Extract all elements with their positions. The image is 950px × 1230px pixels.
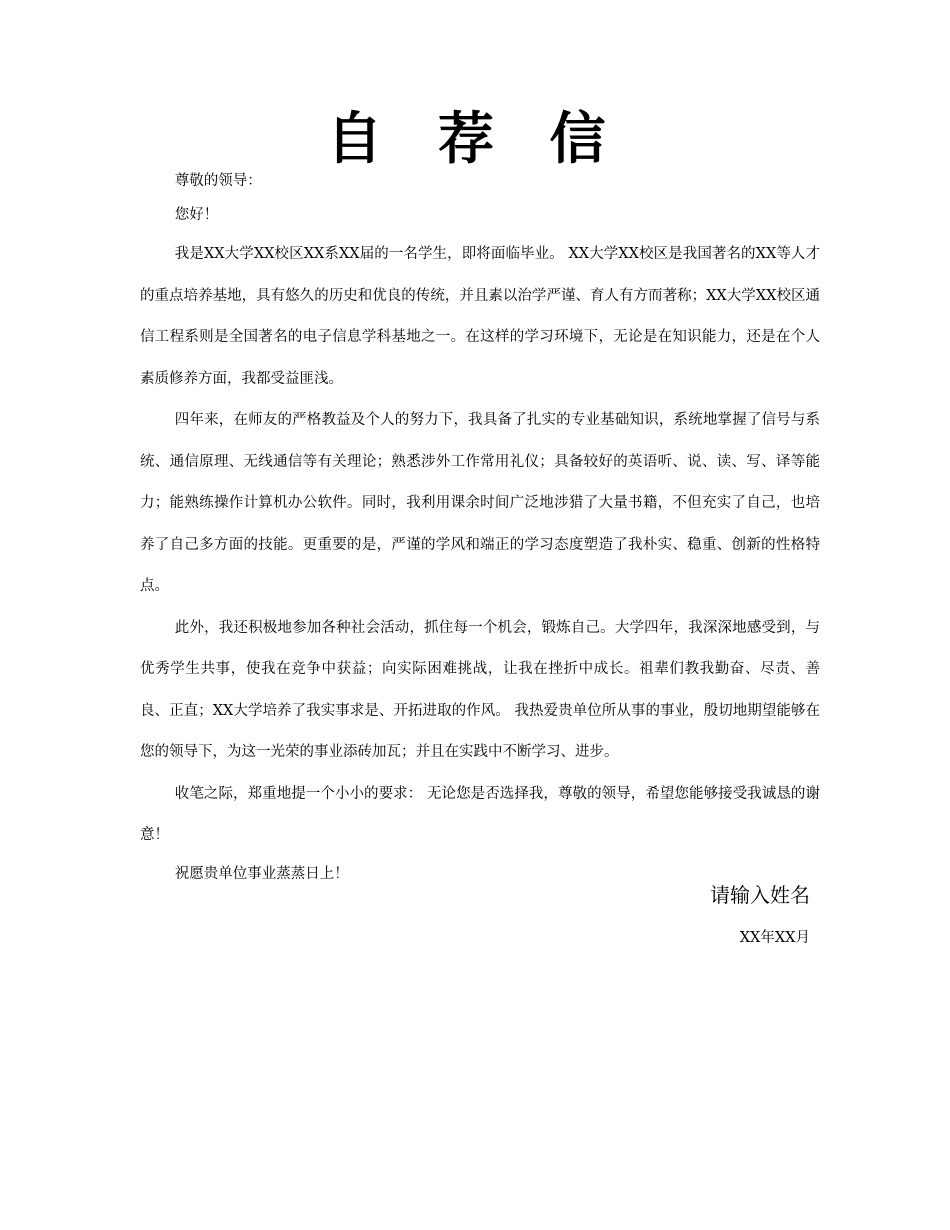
letter-body xyxy=(140,168,820,888)
paragraph-2: 四年来，在师友的严格教益及个人的努力下，我具备了扎实的专业基础知识，系统地掌握了信号与系统、通信原理、无线通信等有关理论；熟悉涉外工作常用礼仪；具备较好的英语听、说、读、写、译等能力；能熟练操作计算机办公软件。同时，我利用课余时间广泛地涉猎了大量书籍，不但充实了自己，也培养了自己多方面的技能。更重要的是，严谨的学风和端正的学习态度塑造了我朴实、稳重、创新的性格特点。 xyxy=(140,412,820,594)
signature-name[interactable]: 请输入姓名 xyxy=(710,883,810,907)
greeting: 您好！ xyxy=(174,207,219,223)
closing-wish: 祝愿贵单位事业蒸蒸日上！ xyxy=(174,865,349,882)
paragraph-4: 收笔之际，郑重地提一个小小的要求： 无论您是否选择我，尊敬的领导，希望您能够接受我诚恳的谢意！ xyxy=(140,785,820,843)
letter-title: 自 荐 信 xyxy=(326,107,624,172)
paragraph-1: 我是XX大学XX校区XX系XX届的一名学生，即将面临毕业。 XX大学XX校区是我国著名的XX等人才的重点培养基地，具有悠久的历史和优良的传统，并且素以治学严谨、育人有方而著称；XX大学XX校区通信工程系则是全国著名的电子信息学科基地之一。在这样的学习环境下，无论是在知识能力，还是在个人素质修养方面，我都受益匪浅。 xyxy=(140,246,820,387)
paragraph-3: 此外，我还积极地参加各种社会活动，抓住每一个机会，锻炼自己。大学四年，我深深地感受到，与优秀学生共事，使我在竞争中获益；向实际困难挑战，让我在挫折中成长。祖辈们教我勤奋、尽责、善良、正直；XX大学培养了我实事求是、开拓进取的作风。 我热爱贵单位所从事的事业，殷切地期望能够在您的领导下，为这一光荣的事业添砖加瓦；并且在实践中不断学习、进步。 xyxy=(140,619,820,760)
salutation: 尊敬的领导： xyxy=(174,173,262,189)
letter-date: XX年XX月 xyxy=(739,930,810,946)
